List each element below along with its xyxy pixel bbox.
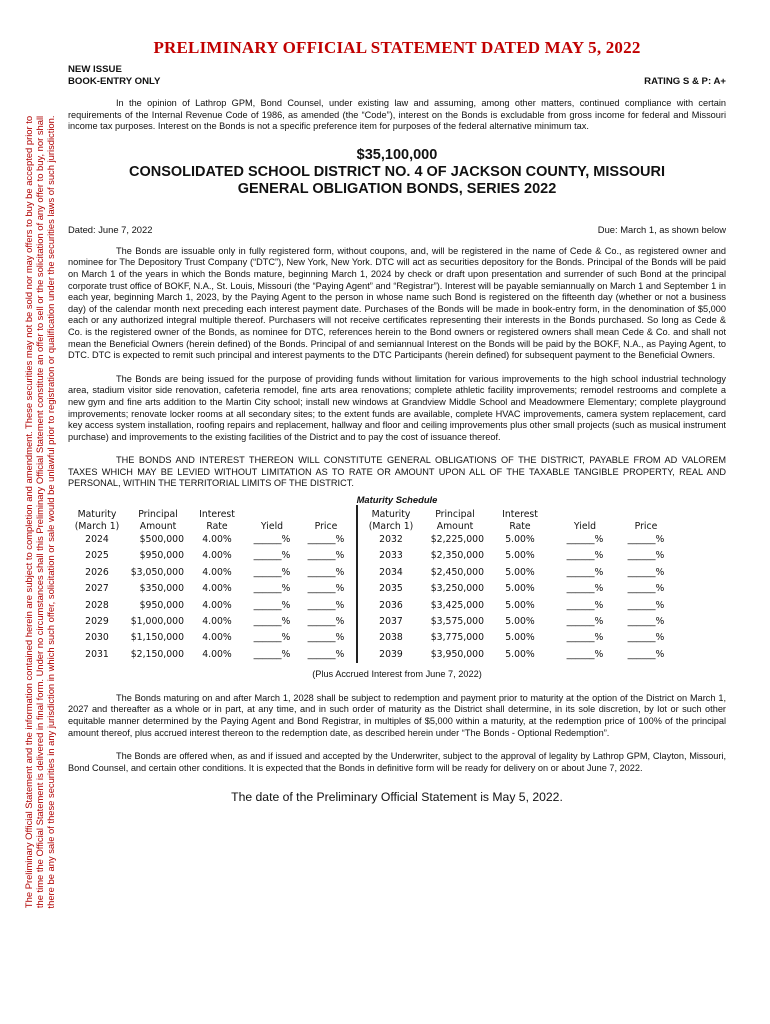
price-blank: ______% bbox=[627, 648, 665, 660]
principal-amount: $500,000 bbox=[139, 534, 184, 546]
price-blank: ______% bbox=[307, 566, 345, 578]
interest-rate: 4.00% bbox=[202, 632, 232, 644]
header-rate: Interest Rate bbox=[502, 509, 538, 532]
dates-row bbox=[68, 224, 726, 235]
yield-blank: ______% bbox=[253, 550, 291, 562]
price-blank: ______% bbox=[307, 550, 345, 562]
principal-amount: $950,000 bbox=[139, 550, 184, 562]
yield-blank: ______% bbox=[566, 599, 604, 611]
price-blank: ______% bbox=[307, 616, 345, 628]
interest-rate: 5.00% bbox=[505, 599, 535, 611]
yield-blank: ______% bbox=[566, 566, 604, 578]
security-paragraph: THE BONDS AND INTEREST THEREON WILL CONSTITUTE GENERAL OBLIGATIONS OF THE DISTRICT, PAYABLE FROM AD VALOREM TAXES WHICH MAY BE LEVIED WITHOUT LIMITATION AS TO RATE OR AMOUNT UPON ALL OF THE TAXABLE TANGIBLE PROPERTY, REAL AND PERSONAL, WITHIN THE TERRITORIAL LIMITS OF THE DISTRICT. bbox=[68, 455, 726, 489]
principal-amount: $3,950,000 bbox=[430, 648, 484, 660]
principal-amount: $2,350,000 bbox=[430, 550, 484, 562]
interest-rate: 4.00% bbox=[202, 550, 232, 562]
maturity-year: 2039 bbox=[379, 648, 403, 660]
maturity-year: 2024 bbox=[85, 534, 109, 546]
header-rate: Interest Rate bbox=[199, 509, 235, 532]
disclaimer-line: the time the Official Statement is delivered in final form. Under no circumstances shall this Preliminary Official Statement constitute an offer to sell or the solicitation of any offer to buy, nor shall bbox=[34, 115, 46, 909]
interest-rate: 4.00% bbox=[202, 616, 232, 628]
book-entry-label: BOOK-ENTRY ONLY bbox=[68, 76, 161, 87]
price-blank: ______% bbox=[307, 534, 345, 546]
maturity-year: 2031 bbox=[85, 648, 109, 660]
header-maturity: Maturity (March 1) bbox=[74, 509, 120, 532]
purpose-paragraph: The Bonds are being issued for the purpose of providing funds without limitation for various improvements to the high school industrial technology area, stadium visitor side renovation, cafeteria remodel, fine arts area renovations; complete athletic facility improvements; remodel restrooms and complete a new gym and fine arts addition to the Martin City school; install new windows at Grandview Middle School and Meadowmere Elementary; complete playground improvements; renovate locker rooms at all secondary sites; to the extent funds are available, complete HVAC improvements, camera system replacement, card key access system installation, roofing repairs and replacement, hallway and floor and ceiling improvements plus other small projects (such as musical instrument purchase) and improvements to the existing facilities of the District and to pay the cost of issuance thereof. bbox=[68, 373, 726, 442]
document-title: PRELIMINARY OFFICIAL STATEMENT DATED MAY 5, 2022 bbox=[153, 38, 641, 57]
interest-rate: 5.00% bbox=[505, 566, 535, 578]
maturity-year: 2026 bbox=[85, 566, 109, 578]
interest-rate: 4.00% bbox=[202, 583, 232, 595]
schedule-divider bbox=[356, 505, 358, 663]
header-principal: Principal Amount bbox=[138, 509, 178, 532]
header-principal: Principal Amount bbox=[435, 509, 475, 532]
offering-amount: $35,100,000 bbox=[356, 146, 438, 163]
issue-label: NEW ISSUE bbox=[68, 64, 122, 75]
maturity-year: 2027 bbox=[85, 583, 109, 595]
issuer-name: CONSOLIDATED SCHOOL DISTRICT NO. 4 OF JACKSON COUNTY, MISSOURI bbox=[129, 163, 665, 180]
price-blank: ______% bbox=[627, 550, 665, 562]
interest-rate: 4.00% bbox=[202, 534, 232, 546]
maturity-year: 2038 bbox=[379, 632, 403, 644]
header-price: Price bbox=[314, 520, 338, 532]
principal-amount: $3,250,000 bbox=[430, 583, 484, 595]
disclaimer-text bbox=[23, 12, 57, 1012]
statement-date-line: The date of the Preliminary Official Statement is May 5, 2022. bbox=[231, 790, 563, 805]
maturity-year: 2035 bbox=[379, 583, 403, 595]
schedule-right bbox=[362, 505, 672, 663]
principal-amount: $350,000 bbox=[139, 583, 184, 595]
yield-blank: ______% bbox=[253, 566, 291, 578]
principal-amount: $3,775,000 bbox=[430, 632, 484, 644]
principal-amount: $1,000,000 bbox=[130, 616, 184, 628]
schedule-title: Maturity Schedule bbox=[356, 494, 438, 506]
price-blank: ______% bbox=[627, 534, 665, 546]
maturity-year: 2032 bbox=[379, 534, 403, 546]
yield-blank: ______% bbox=[566, 632, 604, 644]
yield-blank: ______% bbox=[566, 534, 604, 546]
due-date: Due: March 1, as shown below bbox=[597, 223, 726, 235]
yield-blank: ______% bbox=[253, 583, 291, 595]
principal-amount: $2,225,000 bbox=[430, 534, 484, 546]
principal-amount: $1,150,000 bbox=[130, 632, 184, 644]
principal-amount: $950,000 bbox=[139, 599, 184, 611]
maturity-year: 2025 bbox=[85, 550, 109, 562]
price-blank: ______% bbox=[627, 583, 665, 595]
header-row bbox=[68, 76, 726, 88]
redemption-paragraph: The Bonds maturing on and after March 1, 2028 shall be subject to redemption and payment prior to maturity at the option of the District on March 1, 2027 and thereafter as a whole or in part, at any time, and in such order of maturity as the District shall determine, in its sole discretion, by lot or such other equitable manner determined by the Paying Agent and Bond Registrar, in multiples of $5,000 within a maturity, at the redemption price of 100% of the principal amount thereof, plus accrued interest thereon to the redemption date, as described herein under “The Bonds - Optional Redemption”. bbox=[68, 692, 726, 738]
yield-blank: ______% bbox=[566, 583, 604, 595]
principal-amount: $2,450,000 bbox=[430, 566, 484, 578]
price-blank: ______% bbox=[307, 648, 345, 660]
maturity-year: 2033 bbox=[379, 550, 403, 562]
principal-amount: $3,050,000 bbox=[130, 566, 184, 578]
tax-opinion: In the opinion of Lathrop GPM, Bond Counsel, under existing law and assuming, among other matters, continued compliance with certain requirements of the Internal Revenue Code of 1986, as amended (the “Code”), interest on the Bonds is excludable from gross income for federal and Missouri income tax purposes. Interest on the Bonds is not a specific preference item for purposes of the federal alternative minimum tax. bbox=[68, 98, 726, 132]
principal-amount: $3,575,000 bbox=[430, 616, 484, 628]
maturity-year: 2028 bbox=[85, 599, 109, 611]
interest-rate: 4.00% bbox=[202, 648, 232, 660]
statement-page bbox=[68, 38, 726, 804]
disclaimer-line: The Preliminary Official Statement and the information contained herein are subject to completion and amendment. These securities may not be sold nor may offers to buy be accepted prior to bbox=[23, 115, 35, 909]
price-blank: ______% bbox=[627, 616, 665, 628]
interest-rate: 5.00% bbox=[505, 583, 535, 595]
maturity-schedule bbox=[68, 505, 726, 663]
yield-blank: ______% bbox=[566, 648, 604, 660]
registration-paragraph: The Bonds are issuable only in fully registered form, without coupons, and, will be registered in the name of Cede & Co., as registered owner and nominee for The Depository Trust Company (“DTC”), New York, New York. DTC will act as securities depository for the Bonds. Principal of the Bonds will be paid on March 1 of the years in which the Bonds mature, beginning March 1, 2024 by check or draft upon presentation and surrender of such Bond at the principal corporate trust office of BOKF, N.A., St. Louis, Missouri (the “Paying Agent” and “Registrar”). Interest will be payable semiannually on March 1 and September 1 in each year, beginning March 1, 2023, by the Paying Agent to the person in whose name such Bond is registered on the fifteenth day (whether or not a business day) of the calendar month next preceding each interest payment date. Purchases of the Bonds will be made in book-entry form, in the denomination of $5,000 each or any authorized integral multiple thereof. Purchasers will not receive certificates representing their interests in the Bonds purchased. So long as Cede & Co. is the registered owner of the Bonds, as nominee for DTC, references herein to the Bond owners or registered owners shall mean Cede & Co. and shall not mean the Beneficial Owners (herein defined) of the Bonds. Principal of and semiannual Interest on the Bonds will be paid by the BOKF, N.A., as Paying Agent, to DTC. DTC is expected to remit such principal and interest payments to the DTC Participants (herein defined) for subsequent payment to the Beneficial Owners. bbox=[68, 245, 726, 361]
yield-blank: ______% bbox=[253, 632, 291, 644]
interest-rate: 4.00% bbox=[202, 599, 232, 611]
maturity-year: 2029 bbox=[85, 616, 109, 628]
price-blank: ______% bbox=[627, 632, 665, 644]
price-blank: ______% bbox=[627, 599, 665, 611]
interest-rate: 5.00% bbox=[505, 616, 535, 628]
yield-blank: ______% bbox=[253, 599, 291, 611]
price-blank: ______% bbox=[627, 566, 665, 578]
bond-series: GENERAL OBLIGATION BONDS, SERIES 2022 bbox=[237, 180, 557, 197]
yield-blank: ______% bbox=[566, 616, 604, 628]
accrued-note: (Plus Accrued Interest from June 7, 2022) bbox=[312, 669, 482, 680]
yield-blank: ______% bbox=[253, 616, 291, 628]
maturity-year: 2034 bbox=[379, 566, 403, 578]
principal-amount: $3,425,000 bbox=[430, 599, 484, 611]
maturity-year: 2036 bbox=[379, 599, 403, 611]
interest-rate: 5.00% bbox=[505, 550, 535, 562]
interest-rate: 5.00% bbox=[505, 534, 535, 546]
maturity-year: 2037 bbox=[379, 616, 403, 628]
header-yield: Yield bbox=[260, 520, 284, 532]
yield-blank: ______% bbox=[566, 550, 604, 562]
header-yield: Yield bbox=[573, 520, 597, 532]
disclaimer-line: there be any sale of these securities in any jurisdiction in which such offer, solicitation or sale would be unlawful prior to registration or qualification under the securities laws of such jurisdiction. bbox=[45, 115, 57, 909]
principal-amount: $2,150,000 bbox=[130, 648, 184, 660]
schedule-left bbox=[68, 505, 352, 663]
interest-rate: 5.00% bbox=[505, 632, 535, 644]
interest-rate: 4.00% bbox=[202, 566, 232, 578]
yield-blank: ______% bbox=[253, 648, 291, 660]
price-blank: ______% bbox=[307, 632, 345, 644]
price-blank: ______% bbox=[307, 599, 345, 611]
offered-paragraph: The Bonds are offered when, as and if issued and accepted by the Underwriter, subject to the approval of legality by Lathrop GPM, Clayton, Missouri, Bond Counsel, and certain other conditions. It is expected that the Bonds in definitive form will be ready for delivery on or about June 7, 2022. bbox=[68, 751, 726, 773]
price-blank: ______% bbox=[307, 583, 345, 595]
interest-rate: 5.00% bbox=[505, 648, 535, 660]
header-maturity: Maturity (March 1) bbox=[368, 509, 414, 532]
header-price: Price bbox=[634, 520, 658, 532]
yield-blank: ______% bbox=[253, 534, 291, 546]
maturity-year: 2030 bbox=[85, 632, 109, 644]
rating-label: RATING S & P: A+ bbox=[644, 76, 726, 87]
dated-date: Dated: June 7, 2022 bbox=[68, 223, 153, 235]
